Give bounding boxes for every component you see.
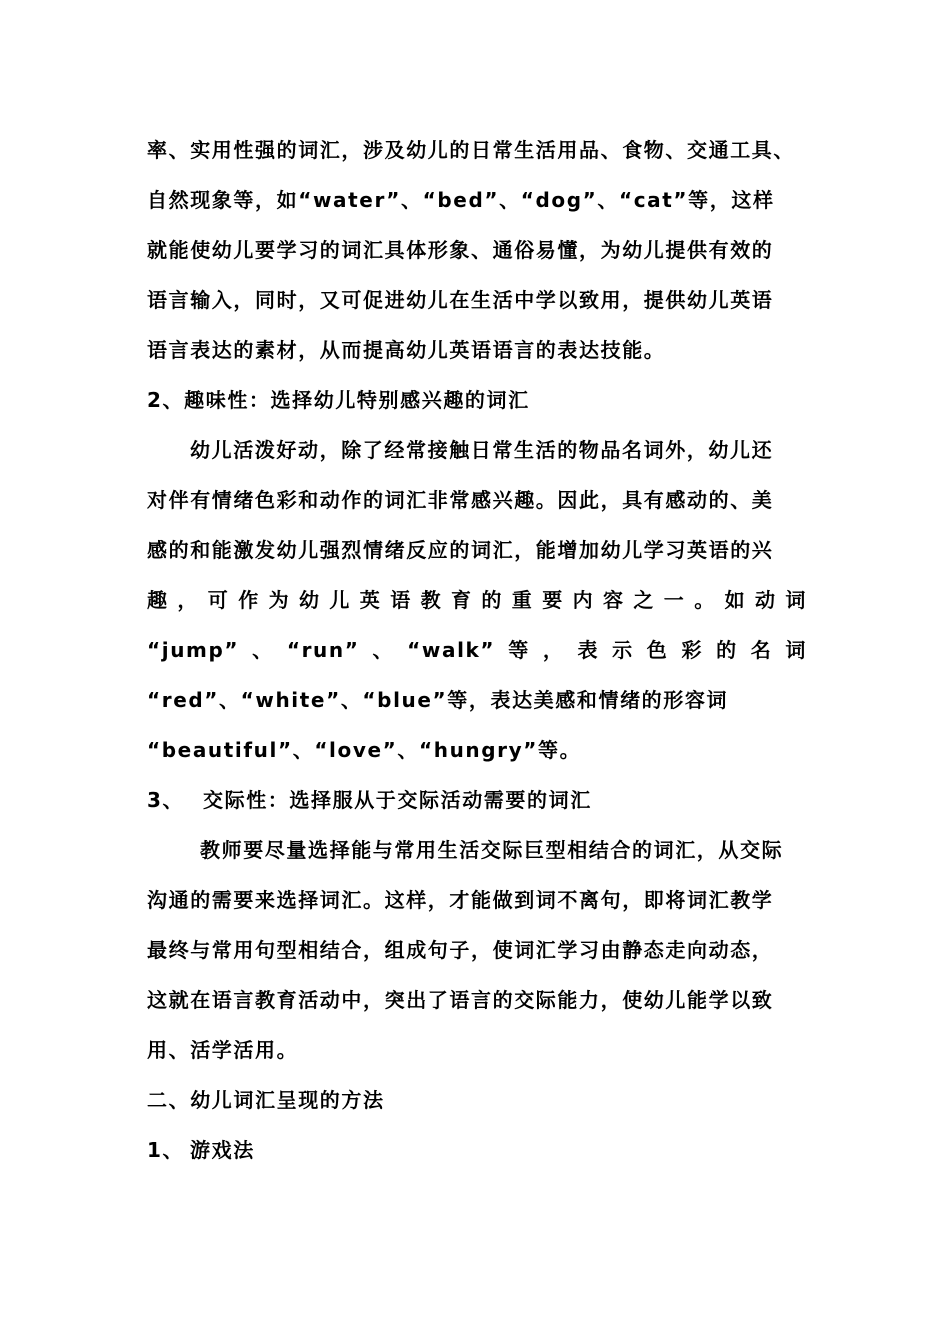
list-marker: 3、 — [147, 788, 185, 812]
paragraph-line: 最终与常用句型相结合，组成句子，使词汇学习由静态走向动态， — [147, 938, 774, 962]
paragraph-line: 自然现象等，如“water”、“bed”、“dog”、“cat”等，这样 — [147, 188, 775, 212]
paragraph-line: 率、实用性强的词汇，涉及幼儿的日常生活用品、食物、交通工具、 — [147, 138, 795, 162]
paragraph-line: 幼儿活泼好动，除了经常接触日常生活的物品名词外，幼儿还 — [190, 438, 774, 462]
paragraph-line: “jump”、“run”、“walk”等，表示色彩的名词 — [147, 638, 807, 662]
paragraph-line: 感的和能激发幼儿强烈情绪反应的词汇，能增加幼儿学习英语的兴 — [147, 538, 774, 562]
paragraph-line: 趣，可作为幼儿英语教育的重要内容之一。如动词 — [147, 588, 807, 612]
paragraph-line: 这就在语言教育活动中，突出了语言的交际能力，使幼儿能学以致 — [147, 988, 774, 1012]
paragraph-line: “red”、“white”、“blue”等，表达美感和情绪的形容词 — [147, 688, 729, 712]
paragraph-line: 就能使幼儿要学习的词汇具体形象、通俗易懂，为幼儿提供有效的 — [147, 238, 774, 262]
section-heading-communication: 交际性：选择服从于交际活动需要的词汇 — [203, 788, 592, 812]
paragraph-line: 教师要尽量选择能与常用生活交际巨型相结合的词汇，从交际 — [200, 838, 784, 862]
paragraph-line: 沟通的需要来选择词汇。这样，才能做到词不离句，即将词汇教学 — [147, 888, 774, 912]
list-marker: 1、 — [147, 1138, 185, 1162]
section-heading-methods: 二、幼儿词汇呈现的方法 — [147, 1088, 385, 1112]
paragraph-line: 用、活学活用。 — [147, 1038, 299, 1062]
paragraph-line: 语言输入，同时，又可促进幼儿在生活中学以致用，提供幼儿英语 — [147, 288, 774, 312]
section-heading-interest: 2、趣味性：选择幼儿特别感兴趣的词汇 — [147, 388, 530, 412]
subsection-heading-game-method: 游戏法 — [190, 1138, 255, 1162]
paragraph-line: “beautiful”、“love”、“hungry”等。 — [147, 738, 582, 762]
paragraph-line: 对伴有情绪色彩和动作的词汇非常感兴趣。因此，具有感动的、美 — [147, 488, 774, 512]
paragraph-line: 语言表达的素材，从而提高幼儿英语语言的表达技能。 — [147, 338, 666, 362]
